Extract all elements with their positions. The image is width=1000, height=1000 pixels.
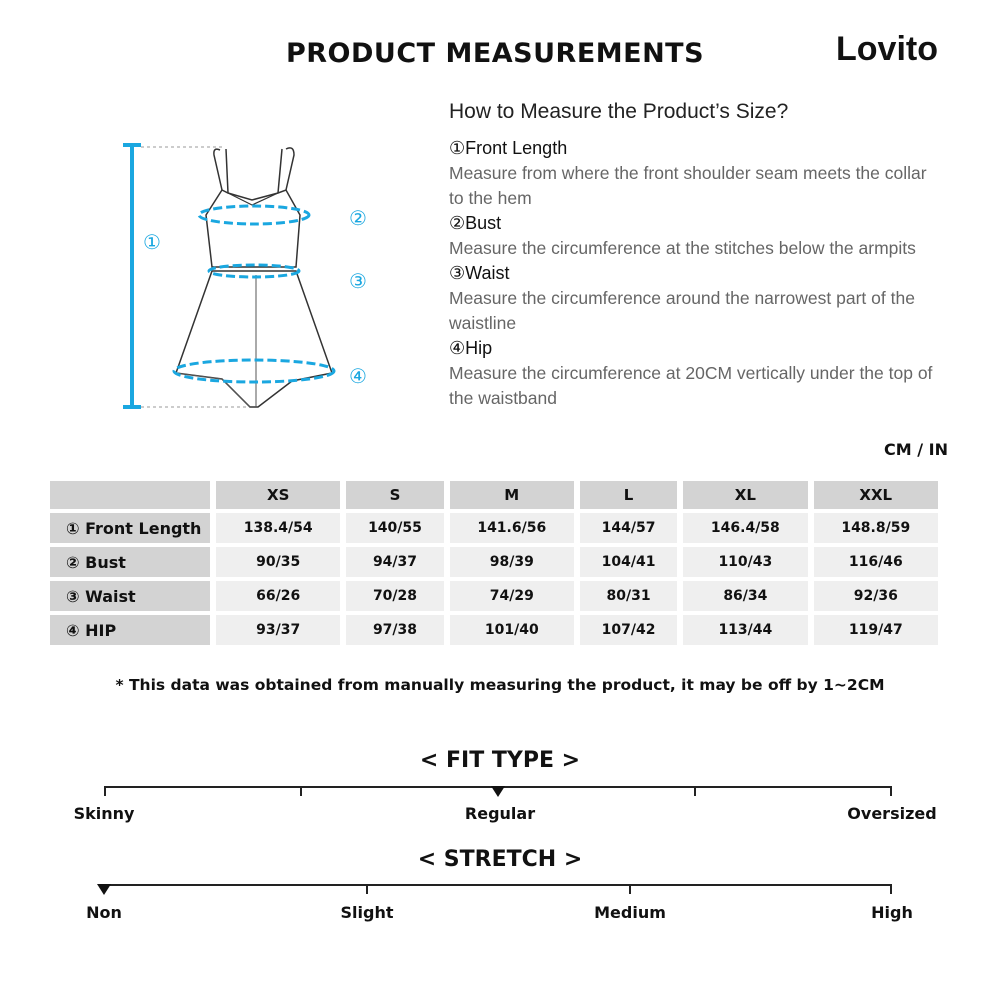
stretch-tick	[890, 884, 892, 894]
page-title: PRODUCT MEASUREMENTS	[285, 38, 705, 69]
table-cell: 107/42	[580, 615, 677, 645]
table-cell: 140/55	[346, 513, 443, 543]
stretch-label-high: High	[871, 903, 913, 922]
guide-text: Measure from where the front shoulder seam meets the collar to the hem	[449, 163, 927, 208]
stretch-tick	[629, 884, 631, 894]
table-corner	[50, 481, 210, 509]
table-cell: 70/28	[346, 581, 443, 611]
guide-text: Measure the circumference around the narrowest part of the waistline	[449, 288, 915, 333]
table-cell: 148.8/59	[814, 513, 938, 543]
table-cell: 94/37	[346, 547, 443, 577]
table-cell: 144/57	[580, 513, 677, 543]
table-row-front-length	[50, 513, 938, 543]
table-cell: 86/34	[683, 581, 807, 611]
fit-label-skinny: Skinny	[73, 804, 135, 823]
size-header-row	[50, 481, 938, 509]
guide-heading: ④Hip	[449, 338, 493, 358]
measurement-note: * This data was obtained from manually measuring the product, it may be off by 1~2CM	[115, 676, 885, 694]
table-cell: 138.4/54	[216, 513, 340, 543]
guide-text: Measure the circumference at the stitches below the armpits	[449, 238, 916, 258]
garment-diagram	[110, 135, 390, 420]
stretch-tick	[366, 884, 368, 894]
brand-logo: Lovito	[836, 30, 938, 68]
guide-heading: ②Bust	[449, 213, 502, 233]
measure-guide-title: How to Measure the Product’s Size?	[449, 100, 789, 123]
guide-text: Measure the circumference at 20CM vertically under the top of the waistband	[449, 363, 933, 408]
stretch-marker-icon	[97, 884, 111, 895]
table-cell: 97/38	[346, 615, 443, 645]
size-header: S	[346, 481, 443, 509]
fit-label-regular: Regular	[464, 804, 536, 823]
size-header: XL	[683, 481, 807, 509]
unit-label: CM / IN	[884, 440, 948, 459]
stretch-label-medium: Medium	[594, 903, 666, 922]
table-cell: 92/36	[814, 581, 938, 611]
size-header: XS	[216, 481, 340, 509]
size-header: L	[580, 481, 677, 509]
marker-hip: ④	[349, 364, 367, 388]
row-label: ① Front Length	[50, 513, 210, 543]
table-row-bust	[50, 547, 938, 577]
table-cell: 66/26	[216, 581, 340, 611]
stretch-label-non: Non	[86, 903, 122, 922]
stretch-scale	[104, 884, 892, 896]
guide-item-hip	[449, 336, 939, 411]
table-row-waist	[50, 581, 938, 611]
guide-item-waist	[449, 261, 939, 336]
table-cell: 146.4/58	[683, 513, 807, 543]
row-label: ② Bust	[50, 547, 210, 577]
marker-front-length: ①	[143, 230, 161, 254]
fit-type-title: < FIT TYPE >	[419, 748, 581, 773]
marker-bust: ②	[349, 206, 367, 230]
table-row-hip	[50, 615, 938, 645]
stretch-title: < STRETCH >	[417, 847, 583, 872]
table-cell: 90/35	[216, 547, 340, 577]
guide-item-front-length	[449, 136, 939, 211]
fit-tick	[104, 786, 106, 796]
fit-tick	[300, 786, 302, 796]
stretch-label-slight: Slight	[340, 903, 394, 922]
stretch-line	[104, 884, 892, 886]
table-cell: 80/31	[580, 581, 677, 611]
size-header: XXL	[814, 481, 938, 509]
guide-heading: ①Front Length	[449, 138, 568, 158]
table-cell: 98/39	[450, 547, 574, 577]
table-cell: 141.6/56	[450, 513, 574, 543]
table-cell: 113/44	[683, 615, 807, 645]
row-label: ④ HIP	[50, 615, 210, 645]
table-cell: 119/47	[814, 615, 938, 645]
size-table	[44, 477, 944, 649]
guide-item-bust	[449, 211, 939, 261]
table-cell: 74/29	[450, 581, 574, 611]
measure-guide	[449, 136, 939, 411]
table-cell: 101/40	[450, 615, 574, 645]
table-cell: 93/37	[216, 615, 340, 645]
fit-type-scale	[104, 786, 892, 798]
guide-heading: ③Waist	[449, 263, 510, 283]
marker-waist: ③	[349, 269, 367, 293]
size-header: M	[450, 481, 574, 509]
fit-label-oversized: Oversized	[847, 804, 937, 823]
fit-tick	[890, 786, 892, 796]
table-cell: 116/46	[814, 547, 938, 577]
table-cell: 110/43	[683, 547, 807, 577]
row-label: ③ Waist	[50, 581, 210, 611]
fit-tick	[694, 786, 696, 796]
table-cell: 104/41	[580, 547, 677, 577]
fit-type-marker-icon	[491, 786, 505, 797]
